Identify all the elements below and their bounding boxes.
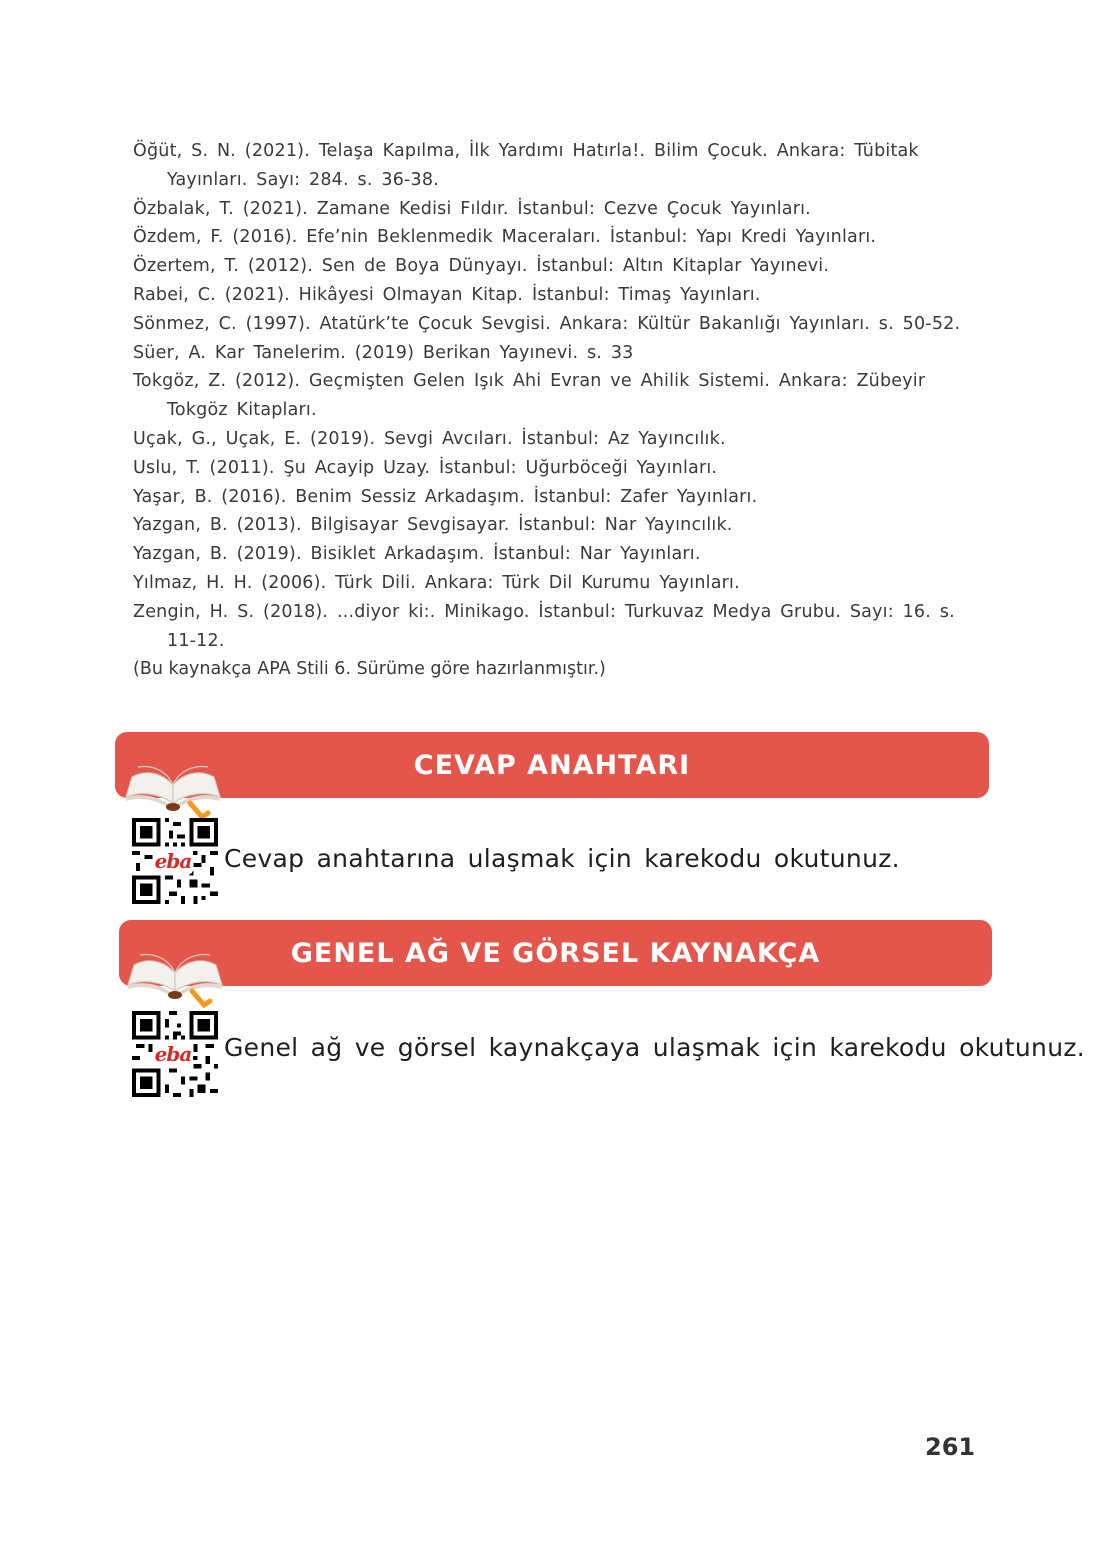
page-number: 261 <box>925 1433 976 1461</box>
web-sources-title: GENEL AĞ VE GÖRSEL KAYNAKÇA <box>290 937 821 969</box>
reference-item: Özbalak, T. (2021). Zamane Kedisi Fıldır. İstanbul: Cezve Çocuk Yayınları. <box>133 198 811 219</box>
answer-key-title: CEVAP ANAHTARI <box>413 749 691 781</box>
eba-logo: eba <box>154 849 192 873</box>
answer-key-instruction: Cevap anahtarına ulaşmak için karekodu okutunuz. <box>224 844 900 873</box>
reference-item: Yazgan, B. (2013). Bilgisayar Sevgisayar. İstanbul: Nar Yayıncılık. <box>133 515 733 536</box>
qr-code[interactable] <box>132 1011 218 1097</box>
reference-item: Yılmaz, H. H. (2006). Türk Dili. Ankara: Türk Dil Kurumu Yayınları. <box>133 572 740 593</box>
reference-list <box>133 137 978 655</box>
qr-code[interactable] <box>132 818 218 904</box>
eba-logo: eba <box>154 1042 192 1066</box>
reference-item: Özertem, T. (2012). Sen de Boya Dünyayı. İstanbul: Altın Kitaplar Yayınevi. <box>133 256 830 277</box>
reference-item: Uçak, G., Uçak, E. (2019). Sevgi Avcıları. İstanbul: Az Yayıncılık. <box>133 428 726 449</box>
reference-item: Uslu, T. (2011). Şu Acayip Uzay. İstanbul: Uğurböceği Yayınları. <box>133 457 718 478</box>
reference-item: Süer, A. Kar Tanelerim. (2019) Berikan Yayınevi. s. 33 <box>133 342 634 363</box>
answer-key-banner <box>115 732 989 798</box>
reference-item: Yaşar, B. (2016). Benim Sessiz Arkadaşım. İstanbul: Zafer Yayınları. <box>133 486 758 507</box>
apa-note: (Bu kaynakça APA Stili 6. Sürüme göre hazırlanmıştır.) <box>133 659 606 679</box>
reference-item: Öğüt, S. N. (2021). Telaşa Kapılma, İlk Yardımı Hatırla!. Bilim Çocuk. Ankara: Tübitak Yayınları. Sayı: 284. s. 36-38. <box>133 141 919 190</box>
reference-item: Rabei, C. (2021). Hikâyesi Olmayan Kitap. İstanbul: Timaş Yayınları. <box>133 284 761 305</box>
reference-item: Zengin, H. S. (2018). ...diyor ki:. Minikago. İstanbul: Turkuvaz Medya Grubu. Sayı: 16. s. 11-12. <box>133 601 955 651</box>
web-sources-instruction: Genel ağ ve görsel kaynakçaya ulaşmak için karekodu okutunuz. <box>224 1033 1086 1062</box>
reference-item: Sönmez, C. (1997). Atatürk’te Çocuk Sevgisi. Ankara: Kültür Bakanlığı Yayınları. s. 50-52. <box>133 313 961 334</box>
reference-item: Yazgan, B. (2019). Bisiklet Arkadaşım. İstanbul: Nar Yayınları. <box>133 544 701 565</box>
reference-item: Tokgöz, Z. (2012). Geçmişten Gelen Işık Ahi Evran ve Ahilik Sistemi. Ankara: Zübeyir Tokgöz Kitapları. <box>133 371 926 421</box>
web-sources-banner <box>119 920 992 986</box>
reference-item: Özdem, F. (2016). Efe’nin Beklenmedik Maceraları. İstanbul: Yapı Kredi Yayınları. <box>133 227 877 248</box>
